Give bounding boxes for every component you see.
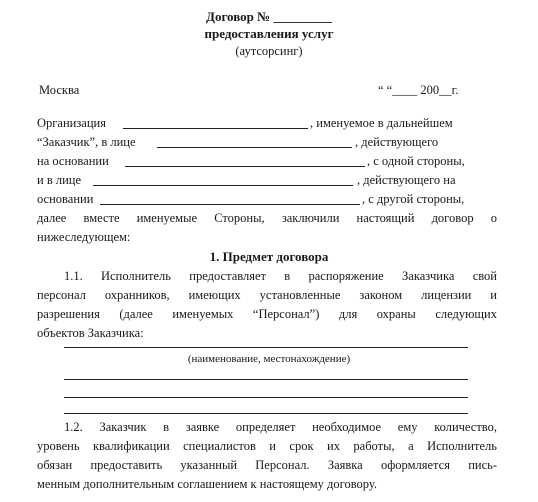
object-blank: [64, 397, 468, 398]
preamble-text: далее вместе именуемые Стороны, заключили настоящий договор о: [37, 211, 497, 225]
preamble-org-label: Организация: [37, 116, 106, 130]
preamble-text: , именуемое в дальнейшем: [310, 116, 453, 130]
object-blank: [64, 347, 468, 348]
contractor-representative-blank: [93, 185, 353, 186]
blank-caption: (наименование, местонахождение): [187, 353, 351, 365]
basis-blank: [125, 166, 365, 167]
preamble-text: и в лице: [37, 173, 82, 187]
preamble-text: , действующего на: [357, 173, 456, 187]
date-field: “ “____ 200__г.: [378, 83, 459, 97]
clause-text: персонал охранников, имеющих установленные законом лицензии и: [37, 288, 497, 302]
contract-title: Договор № _________: [206, 9, 332, 24]
clause-text: 1.2. Заказчик в заявке определяет необходимое ему количество,: [64, 420, 497, 434]
city: Москва: [39, 83, 80, 97]
contract-subtitle: предоставления услуг: [204, 26, 334, 41]
clause-text: обязан предоставить указанный Персонал. Заявка оформляется пись-: [37, 458, 497, 472]
contract-type: (аутсорсинг): [235, 44, 303, 58]
preamble-text: “Заказчик”, в лице: [37, 135, 136, 149]
org-blank: [123, 128, 308, 129]
clause-text: разрешения (далее именуемых “Персонал”) для охраны следующих: [37, 307, 497, 321]
preamble-text: нижеследующем:: [37, 230, 131, 244]
preamble-text: , действующего: [355, 135, 439, 149]
object-blank: [64, 379, 468, 380]
contractor-basis-blank: [100, 204, 360, 205]
clause-text: объектов Заказчика:: [37, 326, 144, 340]
object-blank: [64, 413, 468, 414]
preamble-text: на основании: [37, 154, 109, 168]
clause-text: 1.1. Исполнитель предоставляет в распоряжение Заказчика свой: [64, 269, 497, 283]
clause-text: менным дополнительным соглашением к настоящему договору.: [37, 477, 378, 491]
clause-text: уровень квалификации специалистов и срок их работы, а Исполнитель: [37, 439, 497, 453]
preamble-text: основании: [37, 192, 94, 206]
preamble-text: , с другой стороны,: [362, 192, 465, 206]
section-heading: 1. Предмет договора: [209, 249, 329, 264]
representative-blank: [157, 147, 352, 148]
preamble-text: , с одной стороны,: [367, 154, 465, 168]
